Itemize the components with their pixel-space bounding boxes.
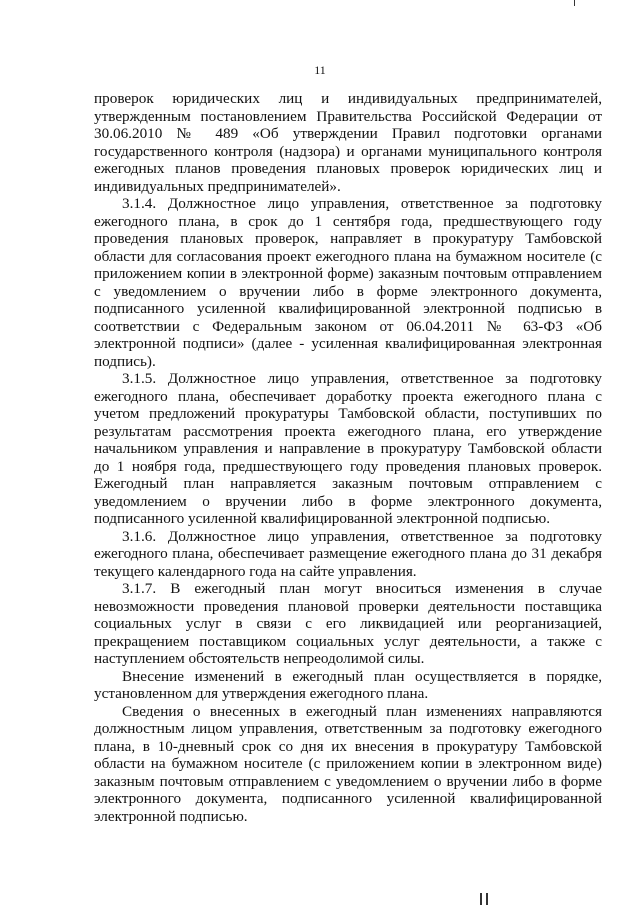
paragraph-3-1-4: 3.1.4. Должностное лицо управления, ответственное за подготовку ежегодного плана, в срок до 1 сентября года, предшествующего году проведения плановых проверок, направляет в прокуратуру Тамбовской области для согласования проект ежегодного плана на бумажном носителе (с приложением копии в электронной форме) заказным почтовым отправлением с уведомлением о вручении либо в форме электронного документа, подписанного усиленной квалифицированной электронной подписью в соответствии с Федеральным законом от 06.04.2011 № 63-ФЗ «Об электронной подписи» (далее - усиленная квалифицированная электронная подпись).: [94, 195, 602, 370]
page-number: 11: [314, 63, 326, 77]
document-body: [94, 90, 602, 825]
paragraph-continuation: проверок юридических лиц и индивидуальных предпринимателей, утвержденным постановлением Правительства Российской Федерации от 30.06.2010 № 489 «Об утверждении Правил подготовки органами государственного контроля (надзора) и органами муниципального контроля ежегодных планов проведения плановых проверок юридических лиц и индивидуальных предпринимателей».: [94, 90, 602, 195]
paragraph-3-1-6: 3.1.6. Должностное лицо управления, ответственное за подготовку ежегодного плана, обеспечивает размещение ежегодного плана до 31 декабря текущего календарного года на сайте управления.: [94, 527, 602, 580]
scan-artifact-bottom-right-2: [486, 893, 488, 905]
paragraph-amendment-procedure: Внесение изменений в ежегодный план осуществляется в порядке, установленном для утверждения ежегодного плана.: [94, 667, 602, 702]
scan-artifact-bottom-right: [480, 893, 482, 905]
paragraph-3-1-5: 3.1.5. Должностное лицо управления, ответственное за подготовку ежегодного плана, обеспечивает доработку проекта ежегодного плана с учетом предложений прокуратуры Тамбовской области, поступивших по результатам рассмотрения проекта ежегодного плана, его утверждение начальником управления и направление в прокуратуру Тамбовской области до 1 ноября года, предшествующего году проведения плановых проверок. Ежегодный план направляется заказным почтовым отправлением с уведомлением о вручении либо в форме электронного документа, подписанного усиленной квалифицированной электронной подписью.: [94, 370, 602, 527]
scan-artifact-top-right: [574, 0, 575, 6]
paragraph-amendment-notification: Сведения о внесенных в ежегодный план изменениях направляются должностным лицом управления, ответственным за подготовку ежегодного плана, в 10-дневный срок со дня их внесения в прокуратуру Тамбовской области на бумажном носителе (с приложением копии в электронном виде) заказным почтовым отправлением с уведомлением о вручении либо в форме электронного документа, подписанного усиленной квалифицированной электронной подписью.: [94, 702, 602, 825]
paragraph-3-1-7: 3.1.7. В ежегодный план могут вноситься изменения в случае невозможности проведения плановой проверки деятельности поставщика социальных услуг в связи с его ликвидацией или реорганизацией, прекращением поставщиком социальных услуг деятельности, а также с наступлением обстоятельств непреодолимой силы.: [94, 580, 602, 667]
